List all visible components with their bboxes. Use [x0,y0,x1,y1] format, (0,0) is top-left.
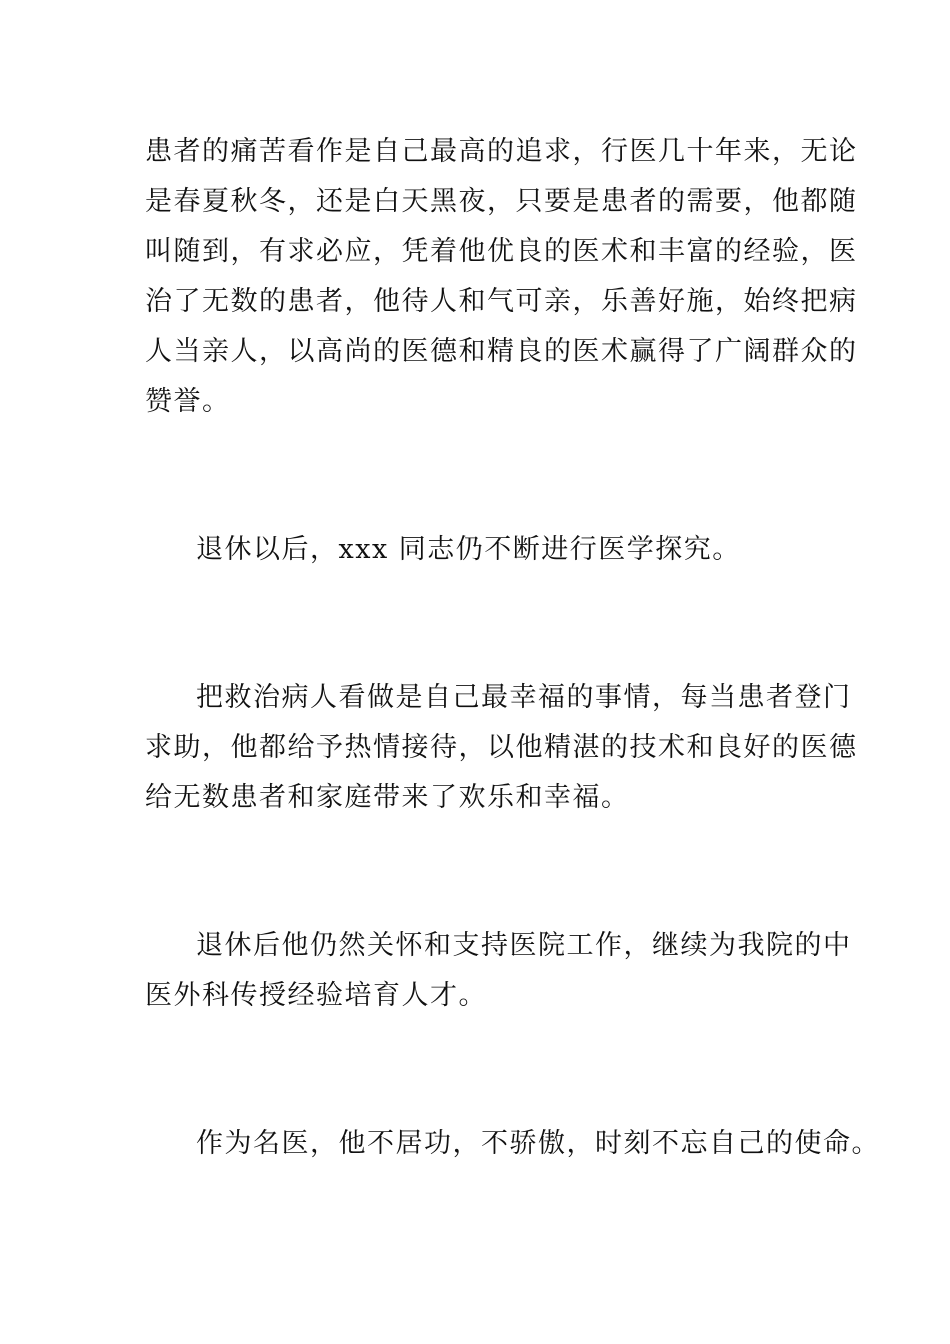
paragraph-line: 叫随到，有求必应，凭着他优良的医术和丰富的经验，医 [145,236,858,267]
paragraph-line: 退休后他仍然关怀和支持医院工作，继续为我院的中 [196,930,852,961]
paragraph-line: 医外科传授经验培育人才。 [145,980,487,1011]
paragraph-line: 作为名医，他不居功，不骄傲，时刻不忘自己的使命。 [196,1128,880,1159]
paragraph-line: 给无数患者和家庭带来了欢乐和幸福。 [145,782,630,813]
paragraph-line: 求助，他都给予热情接待，以他精湛的技术和良好的医德 [145,732,858,763]
paragraph-line: 是春夏秋冬，还是白天黑夜，只要是患者的需要，他都随 [145,186,858,217]
paragraph-line: 退休以后，xxx 同志仍不断进行医学探究。 [196,534,741,565]
paragraph-line: 把救治病人看做是自己最幸福的事情，每当患者登门 [196,682,852,713]
paragraph-line: 赞誉。 [145,386,231,417]
paragraph-line: 治了无数的患者，他待人和气可亲，乐善好施，始终把病 [145,286,858,317]
paragraph-line: 患者的痛苦看作是自己最高的追求，行医几十年来，无论 [145,136,858,167]
paragraph-line: 人当亲人，以高尚的医德和精良的医术赢得了广阔群众的 [145,336,858,367]
